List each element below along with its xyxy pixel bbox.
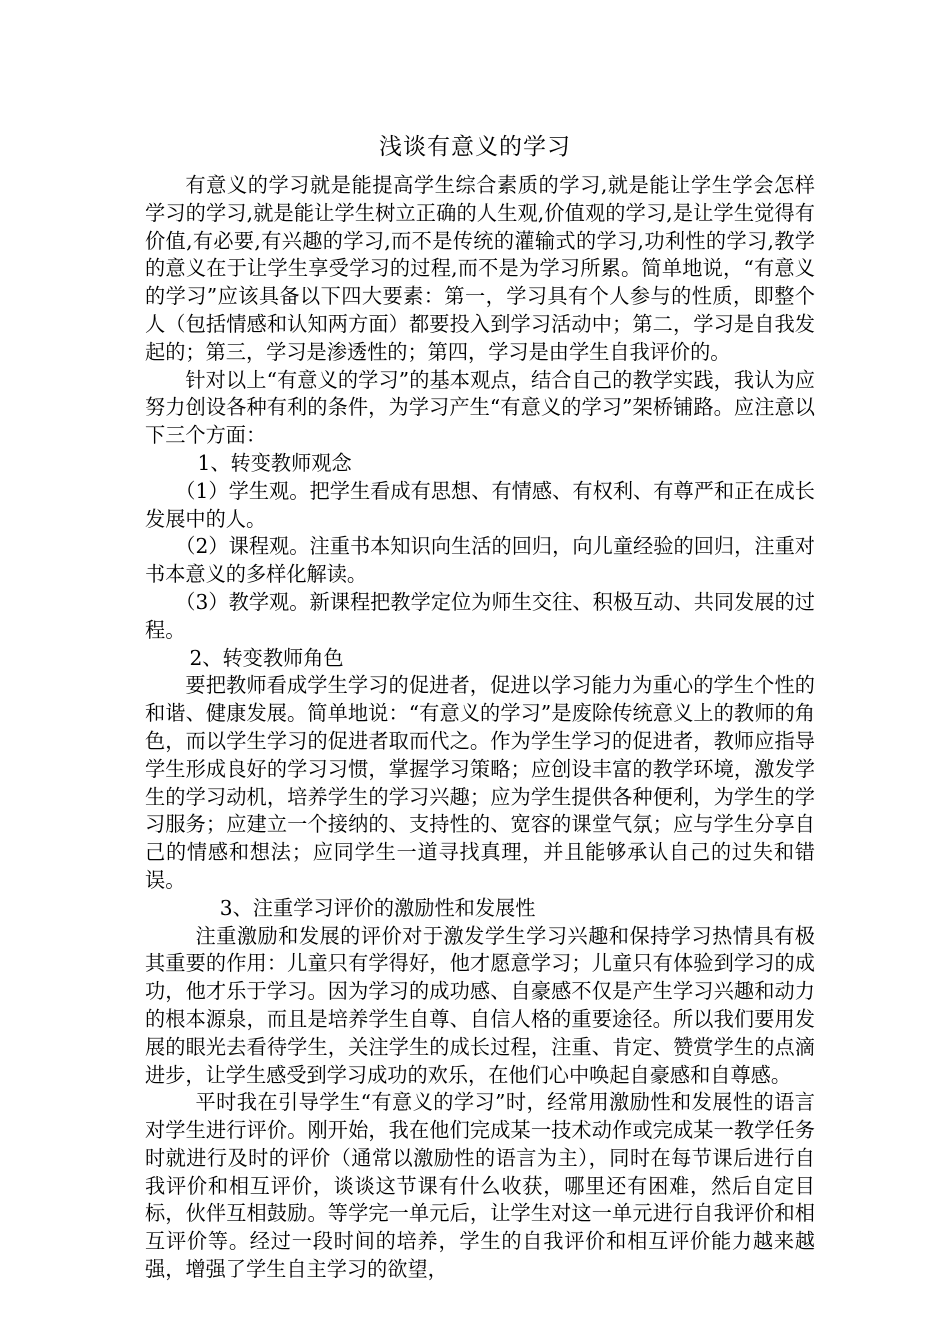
section-heading-2: 2、转变教师角色 <box>189 645 344 670</box>
list-item-student-view: （1）学生观。把学生看成有思想、有情感、有权利、有尊严和正在成长发展中的人。 <box>145 478 815 531</box>
list-item-curriculum-view: （2）课程观。注重书本知识向生活的回归，向儿童经验的回归，注重对书本意义的多样化解读。 <box>145 534 815 587</box>
paragraph-approach: 针对以上“有意义的学习”的基本观点，结合自己的教学实践，我认为应努力创设各种有利的条件，为学习产生“有意义的学习”架桥铺路。应注意以下三个方面： <box>145 367 815 448</box>
list-item-teaching-view: （3）教学观。新课程把教学定位为师生交往、积极互动、共同发展的过程。 <box>145 589 815 642</box>
paragraph-intro: 有意义的学习就是能提高学生综合素质的学习,就是能让学生学会怎样学习的学习,就是能让学生树立正确的人生观,价值观的学习,是让学生觉得有价值,有必要,有兴趣的学习,而不是传统的灌输式的学习,功利性的学习,教学的意义在于让学生享受学习的过程,而不是为学习所累。简单地说，“有意义的学习”应该具备以下四大要素：第一，学习具有个人参与的性质，即整个人（包括情感和认知两方面）都要投入到学习活动中；第二，学习是自我发起的；第三，学习是渗透性的；第四，学习是由学生自我评价的。 <box>145 173 815 364</box>
document-title: 浅谈有意义的学习 <box>379 134 571 160</box>
document-body <box>145 172 815 1284</box>
paragraph-practice: 平时我在引导学生“有意义的学习”时，经常用激励性和发展性的语言对学生进行评价。刚开始，我在他们完成某一技术动作或完成某一教学任务时就进行及时的评价（通常以激励性的语言为主），同时在每节课后进行自我评价和相互评价，谈谈这节课有什么收获，哪里还有困难，然后自定目标，伙伴互相鼓励。等学完一单元后，让学生对这一单元进行自我评价和相互评价等。经过一段时间的培养，学生的自我评价和相互评价能力越来越强，增强了学生自主学习的欲望， <box>145 1090 815 1282</box>
section-heading-1: 1、转变教师观念 <box>197 450 352 475</box>
paragraph-teacher-role: 要把教师看成学生学习的促进者，促进以学习能力为重心的学生个性的和谐、健康发展。简单地说：“有意义的学习”是废除传统意义上的教师的角色，而以学生学习的促进者取而代之。作为学生学习的促进者，教师应指导学生形成良好的学习习惯，掌握学习策略；应创设丰富的教学环境，激发学生的学习动机，培养学生的学习兴趣；应为学生提供各种便利，为学生的学习服务；应建立一个接纳的、支持性的、宽容的课堂气氛；应与学生分享自己的情感和想法；应同学生一道寻找真理，并且能够承认自己的过失和错误。 <box>145 673 815 892</box>
paragraph-evaluation: 注重激励和发展的评价对于激发学生学习兴趣和保持学习热情具有极其重要的作用：儿童只有学得好，他才愿意学习；儿童只有体验到学习的成功，他才乐于学习。因为学习的成功感、自豪感不仅是产生学习兴趣和动力的根本源泉，而且是培养学生自尊、自信人格的重要途径。所以我们要用发展的眼光去看待学生，关注学生的成长过程，注重、肯定、赞赏学生的点滴进步，让学生感受到学习成功的欢乐，在他们心中唤起自豪感和自尊感。 <box>145 923 815 1087</box>
section-heading-3: 3、注重学习评价的激励性和发展性 <box>219 895 536 920</box>
